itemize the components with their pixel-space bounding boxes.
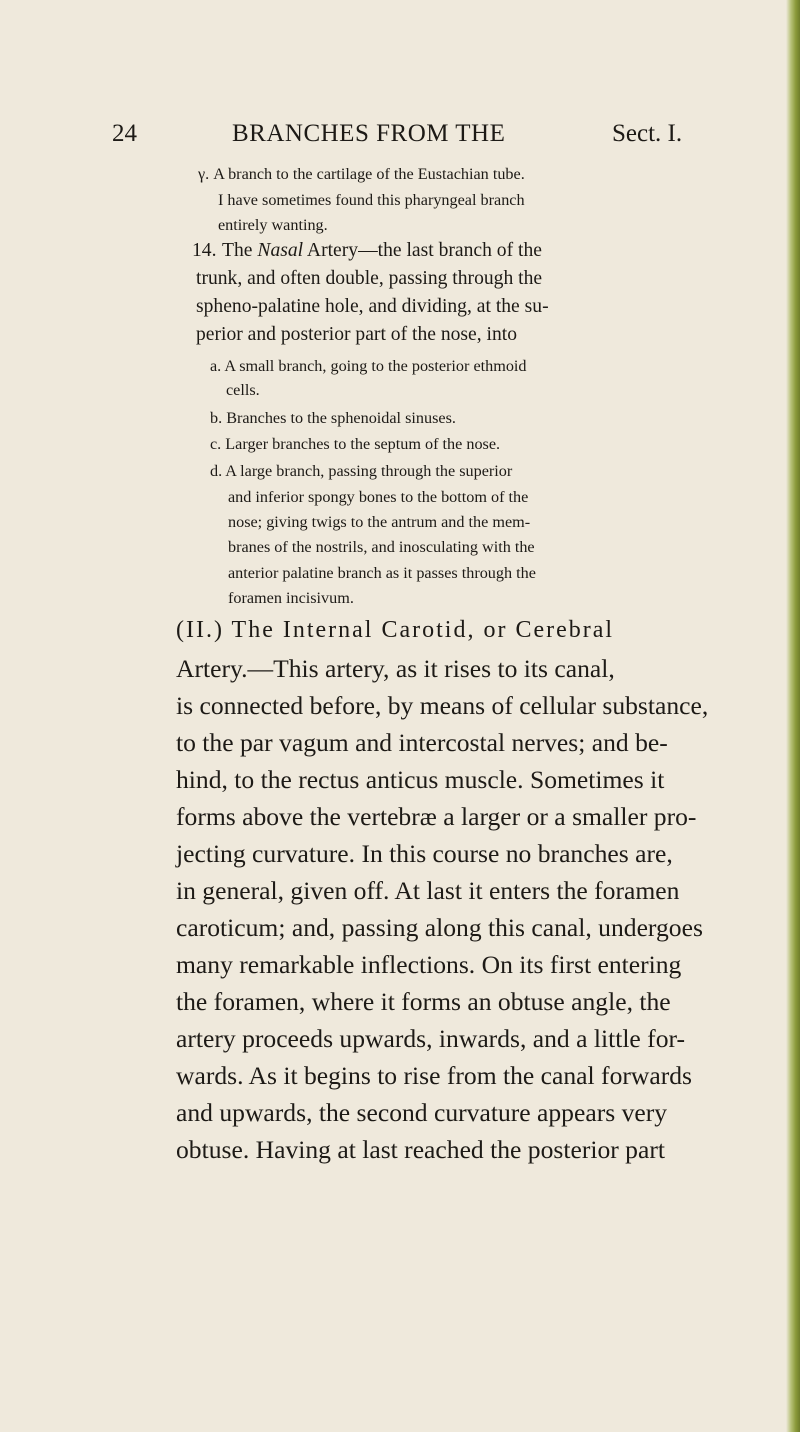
text-line: I have sometimes found this pharyngeal branch — [218, 191, 525, 209]
list-item: b. Branches to the sphenoidal sinuses. — [210, 409, 456, 427]
text-line: caroticum; and, passing along this canal, undergoes — [176, 913, 703, 942]
list-item: c. Larger branches to the septum of the nose. — [210, 435, 501, 453]
list-item: d. A large branch, passing through the superior — [210, 462, 513, 480]
text-line: Artery.—This artery, as it rises to its canal, — [176, 654, 615, 683]
text-line: trunk, and often double, passing through the — [196, 268, 543, 289]
text-line: the foramen, where it forms an obtuse angle, the — [176, 987, 671, 1016]
text-line: obtuse. Having at last reached the posterior part — [176, 1135, 665, 1164]
text-line: to the par vagum and intercostal nerves; and be- — [176, 728, 668, 757]
text-line: many remarkable inflections. On its first entering — [176, 950, 682, 979]
list-item-cont: and inferior spongy bones to the bottom of the — [228, 488, 529, 506]
page-edge — [786, 0, 800, 1432]
list-item-cont: cells. — [226, 381, 260, 399]
text-line: in general, given off. At last it enters the foramen — [176, 876, 680, 905]
italic-term: Nasal — [257, 240, 304, 261]
text-line: γ. A branch to the cartilage of the Eustachian tube. — [198, 165, 525, 183]
list-item-cont: nose; giving twigs to the antrum and the mem- — [228, 513, 531, 531]
text-line: forms above the vertebræ a larger or a smaller pro- — [176, 802, 697, 831]
list-item-cont: foramen incisivum. — [228, 589, 354, 607]
text-line: perior and posterior part of the nose, into — [196, 324, 518, 345]
item-number: 14. — [192, 240, 217, 261]
list-item: a. A small branch, going to the posterior ethmoid — [210, 357, 527, 375]
text-line: artery proceeds upwards, inwards, and a little for- — [176, 1024, 686, 1053]
list-item-cont: branes of the nostrils, and inosculating with the — [228, 538, 535, 556]
text-line: and upwards, the second curvature appears very — [176, 1098, 668, 1127]
text-line: wards. As it begins to rise from the canal forwards — [176, 1061, 693, 1090]
text-line: is connected before, by means of cellular substance, — [176, 691, 709, 720]
section-label: Sect. I. — [612, 120, 683, 147]
running-header — [112, 120, 712, 150]
text-line: spheno-palatine hole, and dividing, at the su- — [196, 296, 549, 317]
text-line: The Nasal Artery—the last branch of the — [222, 240, 542, 261]
section-heading: (II.) The Internal Carotid, or Cerebral — [176, 617, 615, 643]
list-item-cont: anterior palatine branch as it passes through the — [228, 564, 536, 582]
running-title: BRANCHES FROM THE — [232, 120, 506, 147]
text-line: hind, to the rectus anticus muscle. Sometimes it — [176, 765, 665, 794]
text-line: entirely wanting. — [218, 216, 328, 234]
text-line: jecting curvature. In this course no branches are, — [176, 839, 673, 868]
page-number: 24 — [112, 120, 137, 147]
